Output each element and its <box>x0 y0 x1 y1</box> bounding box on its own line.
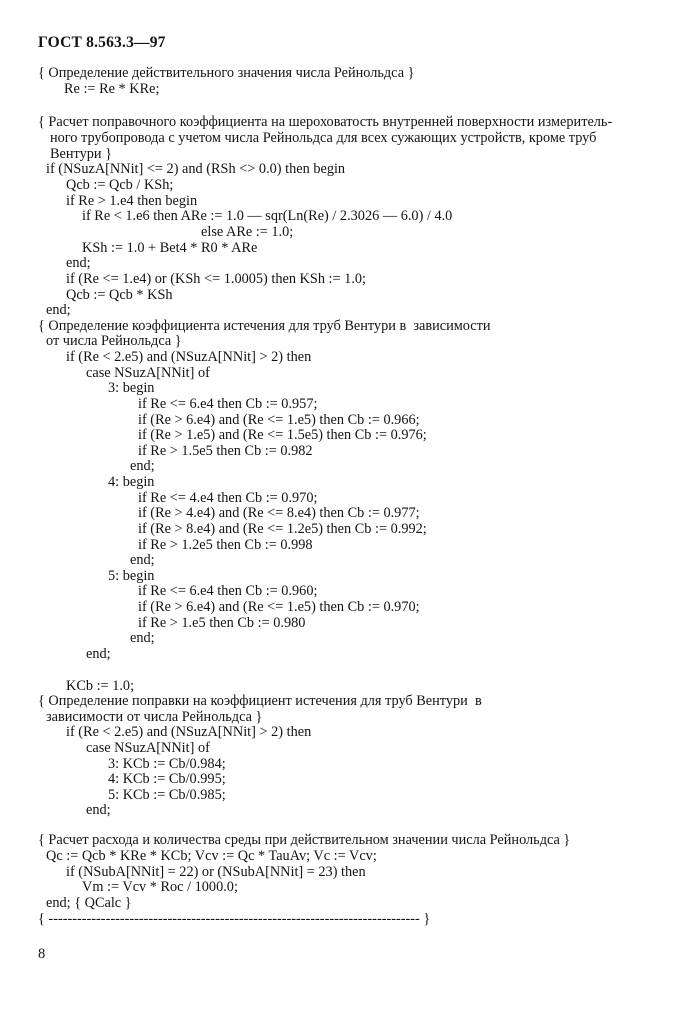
code-line: if (Re > 1.e5) and (Re <= 1.5e5) then Cb := 0.976; <box>138 427 427 443</box>
code-line: { Расчет поправочного коэффициента на шероховатость внутренней поверхности измеритель- <box>38 114 613 130</box>
code-line: if Re < 1.e6 then ARe := 1.0 — sqr(Ln(Re) / 2.3026 — 6.0) / 4.0 <box>82 208 453 224</box>
code-line: if (Re > 6.e4) and (Re <= 1.e5) then Cb := 0.970; <box>138 599 420 615</box>
code-line: if (Re <= 1.e4) or (KSh <= 1.0005) then KSh := 1.0; <box>66 271 367 287</box>
code-line: if (Re < 2.e5) and (NSuzA[NNit] > 2) then <box>66 349 312 365</box>
code-line: ного трубопровода с учетом числа Рейнольдса для всех сужающих устройств, кроме труб <box>50 130 597 146</box>
code-line: end; <box>130 458 155 474</box>
code-line: end; <box>86 646 111 662</box>
code-line: KCb := 1.0; <box>66 678 135 694</box>
code-line: if Re > 1.e5 then Cb := 0.980 <box>138 615 306 631</box>
code-line: KSh := 1.0 + Bet4 * R0 * ARe <box>82 240 258 256</box>
code-line: Re := Re * KRe; <box>64 81 160 97</box>
code-line: end; <box>66 255 91 271</box>
code-line: if Re > 1.e4 then begin <box>66 193 198 209</box>
code-line: Qc := Qcb * KRe * KCb; Vcv := Qc * TauAv; Vc := Vcv; <box>46 848 377 864</box>
code-line: if Re > 1.2e5 then Cb := 0.998 <box>138 537 313 553</box>
code-line: 5: KCb := Cb/0.985; <box>108 787 226 803</box>
code-line: case NSuzA[NNit] of <box>86 740 210 756</box>
code-line: { Определение поправки на коэффициент истечения для труб Вентури в <box>38 693 482 709</box>
code-line: if Re <= 6.e4 then Cb := 0.957; <box>138 396 318 412</box>
code-line: if (Re > 8.e4) and (Re <= 1.2e5) then Cb := 0.992; <box>138 521 427 537</box>
code-line: { Расчет расхода и количества среды при действительном значении числа Рейнольдса } <box>38 832 571 848</box>
code-line: end; <box>86 802 111 818</box>
code-line: Vm := Vcv * Roc / 1000.0; <box>82 879 238 895</box>
code-line: end; <box>130 552 155 568</box>
code-line: if (Re > 6.e4) and (Re <= 1.e5) then Cb := 0.966; <box>138 412 420 428</box>
code-line: end; <box>130 630 155 646</box>
code-line: if Re <= 4.e4 then Cb := 0.970; <box>138 490 318 506</box>
code-line: end; { QCalc } <box>46 895 132 911</box>
code-line: 3: KCb := Cb/0.984; <box>108 756 226 772</box>
code-line: Вентури } <box>50 146 112 162</box>
code-line: 5: begin <box>108 568 155 584</box>
code-line: { ------------------------------------------------------------------------------ } <box>38 911 431 927</box>
code-line: Qcb := Qcb * KSh <box>66 287 173 303</box>
code-line: { Определение действительного значения числа Рейнольдса } <box>38 65 415 81</box>
code-line: от числа Рейнольдса } <box>46 333 182 349</box>
code-line: Qcb := Qcb / KSh; <box>66 177 174 193</box>
code-line: case NSuzA[NNit] of <box>86 365 210 381</box>
page-number: 8 <box>38 946 46 962</box>
code-line: if Re <= 6.e4 then Cb := 0.960; <box>138 583 318 599</box>
code-line: 3: begin <box>108 380 155 396</box>
code-line: if Re > 1.5e5 then Cb := 0.982 <box>138 443 313 459</box>
code-line: if (NSubA[NNit] = 22) or (NSubA[NNit] = 23) then <box>66 864 366 880</box>
page-header: ГОСТ 8.563.3—97 <box>38 34 166 51</box>
code-line: else ARe := 1.0; <box>201 224 294 240</box>
code-line: if (Re < 2.e5) and (NSuzA[NNit] > 2) then <box>66 724 312 740</box>
code-line: 4: begin <box>108 474 155 490</box>
code-line: { Определение коэффициента истечения для труб Вентури в зависимости <box>38 318 491 334</box>
code-line: 4: KCb := Cb/0.995; <box>108 771 226 787</box>
code-line: end; <box>46 302 71 318</box>
code-line: if (Re > 4.e4) and (Re <= 8.e4) then Cb := 0.977; <box>138 505 420 521</box>
code-line: зависимости от числа Рейнольдса } <box>46 709 263 725</box>
code-line: if (NSuzA[NNit] <= 2) and (RSh <> 0.0) then begin <box>46 161 346 177</box>
